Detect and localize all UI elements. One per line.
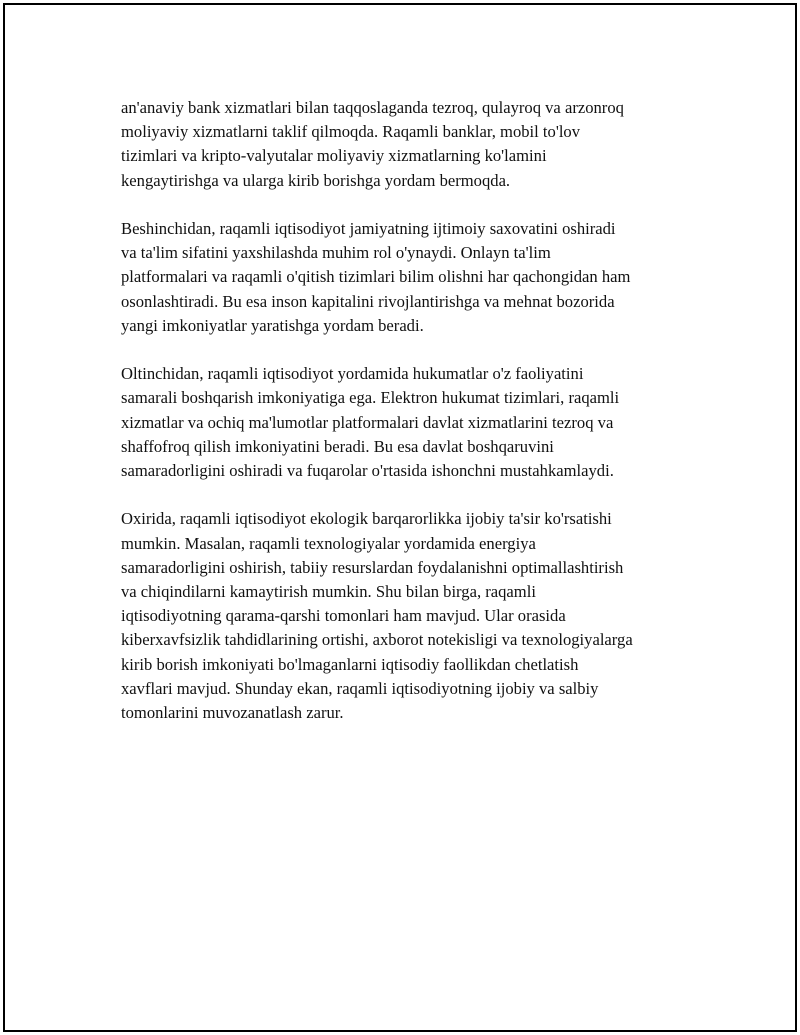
text-line: Oxirida, raqamli iqtisodiyot ekologik barqarorlikka ijobiy ta'sir ko'rsatishi	[121, 509, 612, 529]
text-line: va chiqindilarni kamaytirish mumkin. Shu bilan birga, raqamli	[121, 582, 536, 602]
text-line: tizimlari va kripto-valyutalar moliyaviy xizmatlarning ko'lamini	[121, 146, 547, 166]
text-line: Oltinchidan, raqamli iqtisodiyot yordamida hukumatlar o'z faoliyatini	[121, 364, 584, 384]
text-line: tomonlarini muvozanatlash zarur.	[121, 703, 344, 723]
text-line: xavflari mavjud. Shunday ekan, raqamli iqtisodiyotning ijobiy va salbiy	[121, 678, 599, 698]
text-line: xizmatlar va ochiq ma'lumotlar platformalari davlat xizmatlarini tezroq va	[121, 412, 614, 432]
text-line: shaffofroq qilish imkoniyatini beradi. Bu esa davlat boshqaruvini	[121, 436, 554, 456]
text-line: moliyaviy xizmatlarni taklif qilmoqda. Raqamli banklar, mobil to'lov	[121, 122, 581, 142]
text-line: osonlashtiradi. Bu esa inson kapitalini rivojlantirishga va mehnat bozorida	[121, 291, 615, 311]
text-line: an'anaviy bank xizmatlari bilan taqqoslaganda tezroq, qulayroq va arzonroq	[121, 98, 624, 117]
text-line: Beshinchidan, raqamli iqtisodiyot jamiyatning ijtimoiy saxovatini oshiradi	[121, 219, 616, 238]
paragraph-2	[121, 217, 696, 338]
text-line: kiberxavfsizlik tahdidlarining ortishi, axborot notekisligi va texnologiyalarga	[121, 630, 633, 650]
text-line: samaradorligini oshirish, tabiiy resurslardan foydalanishni optimallashtirish	[121, 557, 624, 577]
document-body	[121, 96, 696, 749]
text-line: iqtisodiyotning qarama-qarshi tomonlari ham mavjud. Ular orasida	[121, 606, 566, 626]
text-line: samaradorligini oshiradi va fuqarolar o'rtasida ishonchni mustahkamlaydi.	[121, 461, 614, 481]
text-line: va ta'lim sifatini yaxshilashda muhim rol o'ynaydi. Onlayn ta'lim	[121, 243, 551, 263]
text-line: kirib borish imkoniyati bo'lmaganlarni iqtisodiy faollikdan chetlatish	[121, 654, 579, 674]
paragraph-1	[121, 96, 696, 193]
text-line: yangi imkoniyatlar yaratishga yordam beradi.	[121, 315, 424, 335]
document-page	[3, 3, 797, 1032]
paragraph-3	[121, 362, 696, 483]
text-line: samarali boshqarish imkoniyatiga ega. Elektron hukumat tizimlari, raqamli	[121, 388, 620, 408]
text-line: kengaytirishga va ularga kirib borishga yordam bermoqda.	[121, 170, 511, 190]
paragraph-4	[121, 507, 696, 725]
text-line: platformalari va raqamli o'qitish tizimlari bilim olishni har qachongidan ham	[121, 267, 631, 287]
text-line: mumkin. Masalan, raqamli texnologiyalar yordamida energiya	[121, 533, 536, 553]
